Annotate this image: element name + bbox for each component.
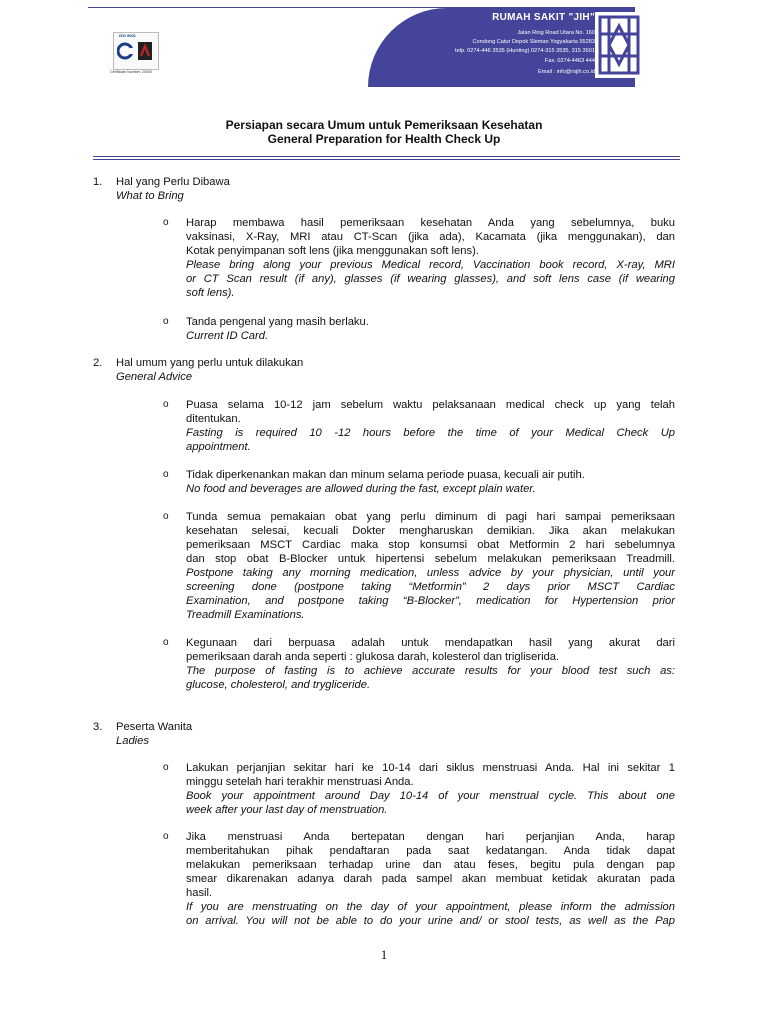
paragraph-line-english: screening done (postpone taking “Metformin” 2 days prior MSCT Cardiac	[186, 581, 675, 593]
paragraph-line: vaksinasi, X-Ray, MRI atau CT-Scan (jika ada), Kacamata (jika menggunakan), dan	[186, 231, 675, 243]
fax-line: Fax. 0274-4463 444	[544, 58, 595, 64]
paragraph-line: minggu setelah hari terakhir menstruasi Anda.	[186, 776, 414, 788]
paragraph-line: Kegunaan dari berpuasa adalah untuk mendapatkan hasil yang akurat dari	[186, 637, 675, 649]
paragraph-line: hasil.	[186, 887, 213, 899]
paragraph-line: melakukan pemeriksaan terhadap urine dan atau feses, begitu pula dengan pap	[186, 859, 675, 871]
paragraph-line-english: Treadmill Examinations.	[186, 609, 305, 621]
section-number: 3.	[93, 721, 103, 733]
paragraph-line: Puasa selama 10-12 jam sebelum waktu pelaksanaan medical check up yang telah	[186, 399, 675, 411]
paragraph-line: Tidak diperkenankan makan dan minum selama periode puasa, kecuali air putih.	[186, 469, 585, 481]
section-number: 2.	[93, 357, 103, 369]
section-heading: Hal umum yang perlu untuk dilakukan	[116, 357, 304, 369]
letterhead	[88, 7, 635, 87]
title-rule-lower	[93, 159, 680, 160]
bullet-paragraph	[186, 398, 675, 454]
title-rule-upper	[93, 156, 680, 157]
paragraph-line: Tanda pengenal yang masih berlaku.	[186, 316, 369, 328]
address-line-2: Condong Catur Depok Sleman Yogyakarta 55283	[472, 39, 595, 45]
document-title: Persiapan secara Umum untuk Pemeriksaan Kesehatan	[225, 118, 543, 132]
paragraph-line-english: or CT Scan result (if any), glasses (if wearing glasses), and soft lens case (if wearing	[186, 273, 675, 285]
bullet-paragraph	[186, 216, 675, 300]
paragraph-line: dan stop obat B-Blocker untuk hipertensi sebelum melakukan pemeriksaan Treadmill.	[186, 553, 675, 565]
paragraph-line-english: soft lens).	[186, 287, 235, 299]
paragraph-line-english: appointment.	[186, 441, 251, 453]
bullet-marker: o	[163, 637, 169, 648]
bullet-paragraph	[186, 830, 675, 928]
bullet-marker: o	[163, 469, 169, 480]
bullet-paragraph	[186, 636, 675, 692]
paragraph-line-english: Fasting is required 10 -12 hours before the time of your Medical Check Up	[186, 427, 675, 439]
section-heading-english: Ladies	[116, 735, 149, 747]
paragraph-line: Jika menstruasi Anda bertepatan dengan hari perjanjian Anda, harap	[186, 831, 675, 843]
paragraph-line: Lakukan perjanjian sekitar hari ke 10-14 dari siklus menstruasi Anda. Hal ini sekitar 1	[186, 762, 675, 774]
paragraph-line: memberitahukan pihak pendaftaran pada saat kedatangan. Anda tidak dapat	[186, 845, 675, 857]
paragraph-line: pemeriksaan MSCT Cardiac maka stop konsumsi obat Metformin 2 hari sebelumnya	[186, 539, 675, 551]
paragraph-line: Harap membawa hasil pemeriksaan kesehatan Anda yang sebelumnya, buku	[186, 217, 675, 229]
paragraph-line: Kotak penyimpanan soft lens (jika menggunakan soft lens).	[186, 245, 479, 257]
section-heading-english: General Advice	[116, 371, 193, 383]
paragraph-line-english: No food and beverages are allowed during the fast, except plain water.	[186, 483, 536, 495]
hospital-logo-icon	[595, 12, 643, 78]
paragraph-line-english: The purpose of fasting is to achieve accurate results for your blood test such as:	[186, 665, 675, 677]
paragraph-line-english: Current ID Card.	[186, 330, 269, 342]
paragraph-line: kesehatan selesai, kecuali Dokter mengharuskan demikian. Jika akan melakukan	[186, 525, 675, 537]
paragraph-line-english: glucose, cholesterol, and trygliceride.	[186, 679, 371, 691]
paragraph-line: smear dikarenakan adanya darah pada sampel akan membuat ketidak akuratan pada	[186, 873, 675, 885]
paragraph-line-english: Book your appointment around Day 10-14 of your menstrual cycle. This about one	[186, 790, 675, 802]
paragraph-line-english: If you are menstruating on the day of your appointment, please inform the admission	[186, 901, 675, 913]
accreditation-logo-icon	[137, 40, 153, 62]
paragraph-line-english: week after your last day of menstruation.	[186, 804, 388, 816]
document-subtitle: General Preparation for Health Check Up	[267, 132, 501, 146]
paragraph-line-english: on arrival. You will not be able to do your urine and/ or stool tests, as well as the Pap	[186, 915, 675, 927]
section-heading: Peserta Wanita	[116, 721, 193, 733]
bullet-marker: o	[163, 511, 169, 522]
certification-logo-icon	[117, 40, 133, 62]
bullet-paragraph	[186, 315, 675, 343]
bullet-marker: o	[163, 217, 169, 228]
bullet-marker: o	[163, 316, 169, 327]
bullet-marker: o	[163, 399, 169, 410]
paragraph-line: Tunda semua pemakaian obat yang perlu diminum di pagi hari sampai pemeriksaan	[186, 511, 675, 523]
paragraph-line: ditentukan.	[186, 413, 241, 425]
bullet-marker: o	[163, 831, 169, 842]
certification-tag: ISO 9001	[119, 33, 136, 38]
section-number: 1.	[93, 176, 103, 188]
certificate-number: Certificate Number: 20000	[110, 70, 152, 74]
paragraph-line-english: Please bring along your previous Medical record, Vaccination book record, X-ray, MRI	[186, 259, 675, 271]
section-heading: Hal yang Perlu Dibawa	[116, 176, 230, 188]
email-line: Email : info@rsjih.co.id	[538, 69, 595, 75]
bullet-paragraph	[186, 761, 675, 817]
phone-line: telp. 0274-446 3535 (Hunting) 0274-315 3535, 315 3501	[455, 48, 595, 54]
section-heading-english: What to Bring	[116, 190, 184, 202]
bullet-marker: o	[163, 762, 169, 773]
hospital-name: RUMAH SAKIT "JIH"	[492, 12, 595, 23]
paragraph-line: pemeriksaan darah anda seperti : glukosa darah, kolesterol dan trigliserida.	[186, 651, 560, 663]
bullet-paragraph	[186, 468, 675, 496]
iso-certification-badge	[110, 30, 162, 78]
bullet-paragraph	[186, 510, 675, 622]
page-number: 1	[380, 947, 388, 962]
paragraph-line-english: Examination, and postpone taking “B-Blocker”, medication for Hypertension prior	[186, 595, 675, 607]
paragraph-line-english: Postpone taking any morning medication, unless advice by your physician, until your	[186, 567, 675, 579]
address-line-1: Jalan Ring Road Utara No. 160	[517, 30, 595, 36]
